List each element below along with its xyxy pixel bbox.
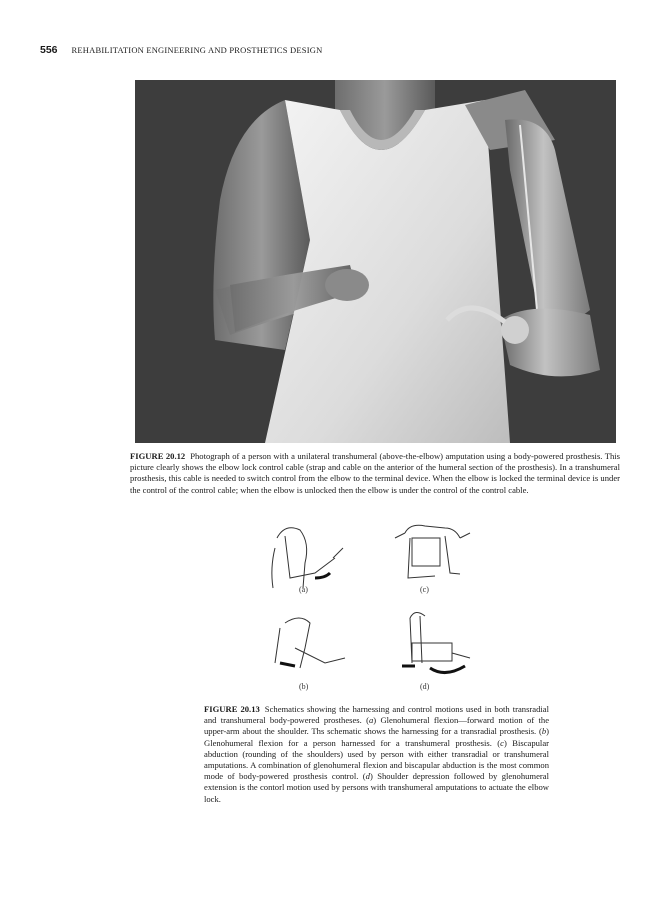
schematic-a xyxy=(272,528,343,588)
panel-label-d: (d) xyxy=(420,682,430,691)
figure-20-13-caption xyxy=(204,704,549,805)
caption-part-8: ) Shoulder depression followed by glenohumeral extension is the contorl motion used by persons with transhumeral amputations to actuate the elbow lock. xyxy=(204,771,549,804)
figure-20-13-label: FIGURE 20.13 xyxy=(204,704,260,714)
schematic-d xyxy=(402,612,470,672)
page-number: 556 xyxy=(40,44,58,56)
schematic-b xyxy=(275,618,345,668)
panel-label-b: (b) xyxy=(299,682,309,691)
running-head: REHABILITATION ENGINEERING AND PROSTHETICS DESIGN xyxy=(71,45,323,55)
caption-part-0: Schematics showing the harnessing and control motions used in both transradial and transhumeral body-powered prostheses. ( xyxy=(204,704,549,726)
schematic-c xyxy=(395,525,470,578)
caption-part-1: a xyxy=(368,715,374,726)
page-header xyxy=(40,44,322,60)
caption-part-5: c xyxy=(500,737,504,748)
prosthesis-photo-illustration xyxy=(135,80,616,443)
figure-20-12-caption xyxy=(130,451,620,496)
panel-label-a: (a) xyxy=(299,585,308,594)
caption-part-4: ) Glenohumeral flexion for a person harnessed for a transhumeral prosthesis. ( xyxy=(204,726,549,748)
figure-20-13-schematics xyxy=(255,518,495,698)
caption-part-7: d xyxy=(365,771,370,782)
caption-part-6: ) Biscapular abduction (rounding of the shoulders) used by person with either transradial or transhumeral amputations. A combination of glenohumeral flexion and biscapular abduction is the most common mode of body-powered prosthesis control. ( xyxy=(204,737,549,782)
figure-20-12-caption-text: Photograph of a person with a unilateral transhumeral (above-the-elbow) amputation using a body-powered prosthesis. This picture clearly shows the elbow lock control cable (strap and cable on the anterior of the humeral section of the prosthesis). In a transhumeral prosthesis, this cable is needed to switch control from the elbow to the terminal device. When the elbow is locked the terminal device is under the control of the control cable; when the elbow is unlocked then the elbow is under the control of the control cable. xyxy=(130,451,620,495)
figure-20-12-photo xyxy=(135,80,616,443)
caption-part-3: b xyxy=(541,726,547,737)
figure-20-12-label: FIGURE 20.12 xyxy=(130,451,186,461)
caption-part-2: ) Glenohumeral flexion—forward motion of the upper-arm about the shoulder. Ths schematic shows the harnessing for a transradial prosthesis. ( xyxy=(204,715,550,737)
panel-label-c: (c) xyxy=(420,585,429,594)
